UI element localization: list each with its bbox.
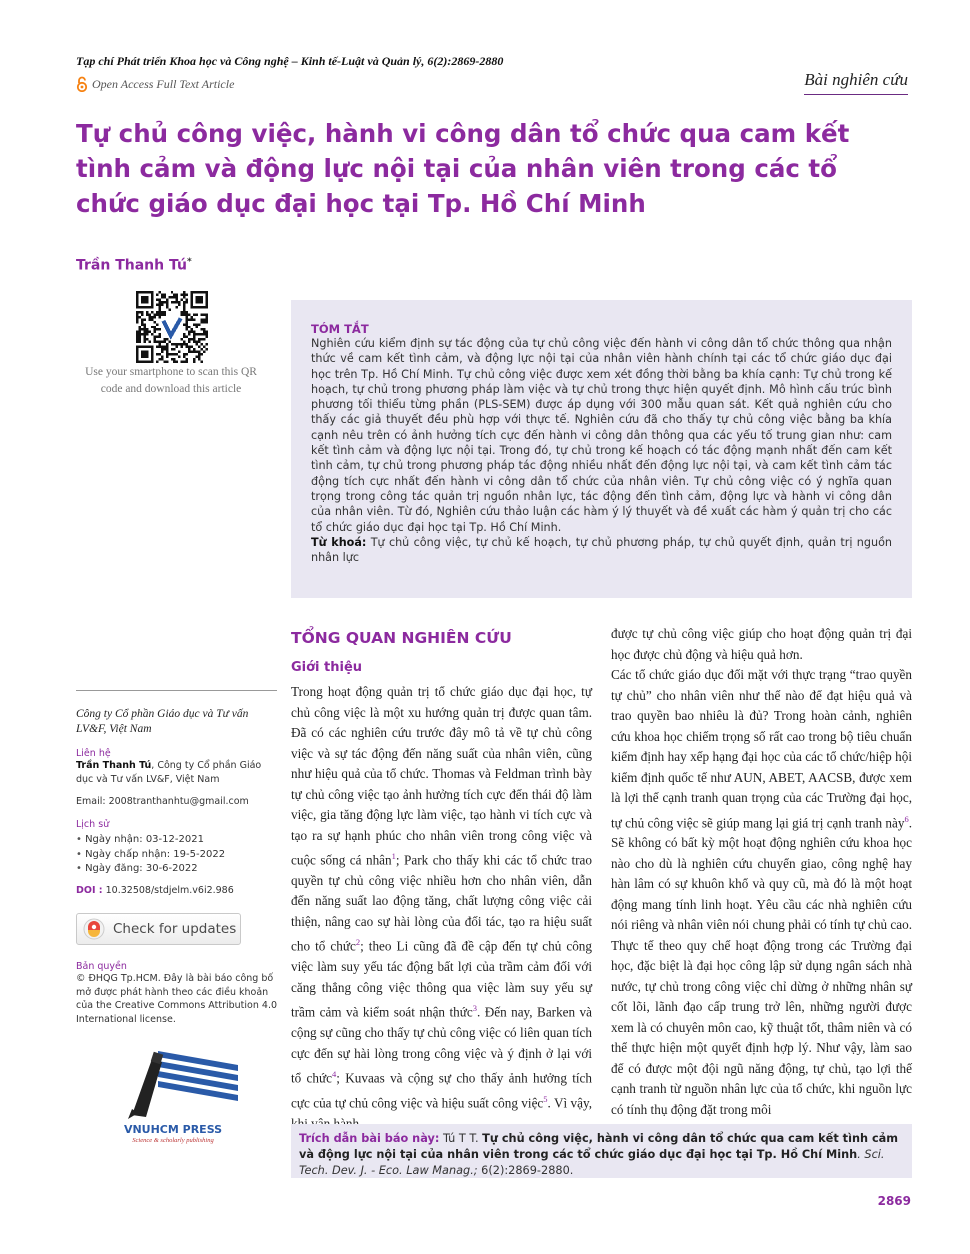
keywords-label: Từ khoá: (311, 535, 367, 549)
open-access-line (76, 76, 234, 92)
author-name[interactable]: Trần Thanh Tú (76, 257, 187, 274)
keywords (311, 535, 892, 566)
second-text-a: Các tổ chức giáo dục đối mặt với thực trạng “trao quyền tự chủ” cho nhân viên như thế nào để đạt hiệu quả và trao quyền bao nhiêu là đủ? Trong hoàn cảnh, nghiên cứu khoa học chiếm trọng số rất cao trong bộ tiêu chuẩn kiểm định hay xếp hạng đại học của các tổ chức/hiệp hội kiểm định quốc tế như AUN, ABET, AACSB, được xem là lợi thế cạnh tranh quan trọng của các Trường đại học, tự chủ công việc sẽ giúp mang lại giá trị cạnh tranh này (611, 667, 912, 830)
contact-email[interactable]: Email: 2008tranthanhtu@gmail.com (76, 795, 249, 807)
section-heading: TỔNG QUAN NGHIÊN CỨU (291, 629, 512, 647)
contact-heading: Liên hệ (76, 748, 111, 759)
history-list (76, 833, 277, 877)
page-number: 2869 (877, 1194, 911, 1208)
press-logo-graphic (98, 1043, 248, 1121)
history-accepted: • Ngày chấp nhận: 19-5-2022 (76, 848, 277, 863)
citation-authors: Tú T T. (439, 1132, 483, 1145)
second-text-b: . Sẽ không có bất kỳ một hoạt động nghiên cứu khoa học nào cho dù là nghiên cứu chuyển giao, công nghệ hay hàn lâm có sự khuôn khổ và quy cũ, mà đó là một hoạt động mang tính linh hoạt. Yêu cầu các nhà nghiên cứu nói riêng và nhân viên nói chung phải có tính tự chủ cao. Thực tế theo quy chế hoạt động trong các Trường đại học, đặc biệt là đại học công lập sử dụng ngân sách nhà nước, tự chủ trong công việc chỉ dừng ở những nhân sự cốt lõi, lãnh đạo cấp trung trở lên, những người được xem là có chuyên môn cao, kỹ thuật tốt, thâm niên và có thể thực hiện một quyết định hợp lý. Như vậy, làm sao để có được một đội ngũ năng động, tự chủ, tạo lợi thế cạnh tranh từ nguồn nhân lực của tổ chức, khi nguồn lực có tính thụ động đặt trong môi (611, 814, 912, 1117)
check-for-updates-label: Check for updates (113, 920, 237, 937)
doi-link[interactable]: 10.32508/stdjelm.v6i2.986 (105, 884, 234, 896)
abstract-heading: TÓM TẮT (311, 322, 369, 336)
ref-1[interactable]: 1 (391, 851, 396, 861)
ref-5[interactable]: 5 (543, 1094, 548, 1105)
author-line (76, 257, 192, 274)
body-column-left (291, 628, 592, 1134)
article-title: Tự chủ công việc, hành vi công dân tổ chức qua cam kết tình cảm và động lực nội tại của nhân viên trong các tổ chức giáo dục đại học tại Tp. Hồ Chí Minh (76, 119, 850, 218)
doi-label: DOI : (76, 884, 103, 896)
keywords-text: Tự chủ công việc, tự chủ kế hoạch, tự chủ phương pháp, tự chủ quyết định, quản trị nguồn nhân lực (311, 535, 893, 565)
abstract-box (291, 300, 912, 598)
author-mark: * (186, 257, 192, 267)
ref-2[interactable]: 2 (355, 937, 361, 948)
body-column-right (611, 624, 912, 1120)
continued-paragraph: được tự chủ công việc giúp cho hoạt động quản trị đại học được chủ động và hiệu quả hơn. (611, 626, 912, 662)
citation-volume: 6(2):2869-2880. (477, 1164, 574, 1177)
intro-text-6: . Vì vậy, (547, 1095, 592, 1111)
ref-3[interactable]: 3 (472, 1003, 477, 1014)
abstract-text: Nghiên cứu kiểm định sự tác động của tự chủ công việc đến hành vi công dân tổ chức thông qua nhận thức về cam kết tình cảm, và động lực nội tại của nhân viên hành chính tại các tổ chức giáo dục đại học trên Tp. Hồ Chí Minh. Tự chủ công việc được xem xét đồng thời bằng ba khía cạnh: Tự chủ trong kế hoạch, tự chủ trong phương pháp làm việc và tự chủ trong thực hiện quyết định. Mô hình cấu trúc bình phương tối thiểu từng phần (PLS-SEM) được áp dụng với 300 mẫu quan sát. Kết quả nghiên cứu cho thấy các giả thuyết đều phù hợp với thực tế. Nghiên cứu đã cho thấy tự chủ công việc bằng ba khía cạnh nêu trên có ảnh hưởng tích cực đến hành vi công dân thông qua các yếu tố trung gian như: cam kết tình cảm và động lực nội tại. Trong đó, tự chủ trong kế hoạch có tác động mạnh nhất đến cam kết tình cảm, tự chủ trong phương pháp tác động nhiều nhất đến động lực nội tại, và cam kết tình cảm tác động tích cực nhất đến hành vi công dân tổ chức của nhân viên. Tự chủ công việc có ý nghĩa quan trọng trong công tác quản trị nguồn nhân lực, tác động đến tình cảm, động lực và hành vi công dân của nhân viên. Từ đó, Nghiên cứu thảo luận các hàm ý lý thuyết và đề xuất các hàm ý quản trị cho các tổ chức giáo dục đại học tại Tp. Hồ Chí Minh. (311, 337, 892, 534)
logo-name: VNUHCM PRESS (123, 1123, 223, 1137)
intro-paragraph (291, 682, 592, 1134)
intro-text-4: . Đến nay, Barken và cộng sự cũng cho thấy tự chủ công việc có liên quan tích cực đến sự hài lòng trong công việc và ý định ở lại với tổ chức (291, 1004, 592, 1086)
contact-org: , Công ty Cổ phần Giáo dục và Tư vấn LV&F, Việt Nam (76, 760, 262, 785)
ref-4[interactable]: 4 (332, 1069, 337, 1080)
contact-info (76, 759, 277, 787)
qr-caption: Use your smartphone to scan this QR code and download this article (85, 366, 257, 395)
copyright-heading: Bản quyền (76, 960, 127, 972)
check-for-updates-button[interactable] (76, 913, 241, 945)
check-for-updates-icon (83, 918, 105, 940)
ref-6[interactable]: 6 (904, 813, 909, 824)
intro-text-2: ; Park cho thấy khi các tổ chức trao quyền tự chủ công việc nhiều hơn cho nhân viên, dẫn đến năng suất lao động tăng, chất lượng công việc cải thiện, nâng cao sự hài lòng của đối tác, tạo ra hiệu suất cho tổ chức (291, 852, 592, 954)
sub-heading: Giới thiệu (291, 660, 363, 675)
citation-label: Trích dẫn bài báo này: (299, 1132, 440, 1145)
open-access-label: Open Access Full Text Article (92, 76, 235, 91)
second-paragraph (611, 665, 912, 1120)
article-sidebar (76, 690, 277, 1145)
open-access-lock-icon (76, 76, 88, 92)
logo-subtitle: Science & scholarly publishing (132, 1137, 214, 1145)
intro-text-3: ; theo Li cũng đã đề cập đến tự chủ công việc làm suy yếu tác động bất lợi của trầm cảm đối với căng thẳng công việc thông qua việc làm suy yếu sự trầm cảm và kiểm soát nhận thức (291, 938, 592, 1020)
vnuhcm-press-logo (98, 1043, 248, 1145)
intro-text-5: ; Kuvaas và cộng sự cho thấy ảnh hưởng tích cực của tự chủ công việc và hiệu suất công việc (291, 1070, 592, 1111)
history-heading: Lịch sử (76, 819, 110, 831)
contact-name: Trần Thanh Tú (76, 760, 152, 771)
doi-line (76, 885, 277, 896)
citation-journal: . Sci. Tech. Dev. J. - Eco. Law Manag.; (299, 1148, 885, 1177)
citation-box (291, 1124, 912, 1178)
copyright-text: © ĐHQG Tp.HCM. Đây là bài báo công bố mở được phát hành theo các điều khoản của the Creative Commons Attribution 4.0 International license. (76, 972, 278, 1026)
journal-citation-line: Tạp chí Phát triển Khoa học và Công nghệ – Kinh tế-Luật và Quản lý, 6(2):2869-2880 (76, 54, 504, 68)
citation-title: Tự chủ công việc, hành vi công dân tổ chức qua cam kết tình cảm và động lực nội tại của nhân viên trong các tổ chức giáo dục đại học tại Tp. Hồ Chí Minh (299, 1132, 899, 1161)
history-published: • Ngày đăng: 30-6-2022 (76, 862, 277, 877)
affiliation: Công ty Cổ phần Giáo dục và Tư vấn LV&F, Việt Nam (76, 708, 249, 735)
intro-text-1: Trong hoạt động quản trị tổ chức giáo dục đại học, tự chủ công việc là một xu hướng quản trị được quan tâm. Đã có các nghiên cứu trước đây mô tả về tự chủ công việc và sự tác động đến năng suất của nhân viên, cũng như hiệu quả của tổ chức. Thomas và Feldman trình bày tự chủ công việc tạo ảnh hưởng tích cực đến thái độ làm việc, gia tăng động lực làm việc, tạo hành vi tích cực và tạo ra sự hạnh phúc cho nhân viên trong công việc và cuộc sống cá nhân (291, 684, 592, 868)
qr-code[interactable] (136, 291, 208, 363)
article-type-label: Bài nghiên cứu (804, 70, 908, 95)
history-received: • Ngày nhận: 03-12-2021 (76, 833, 277, 848)
